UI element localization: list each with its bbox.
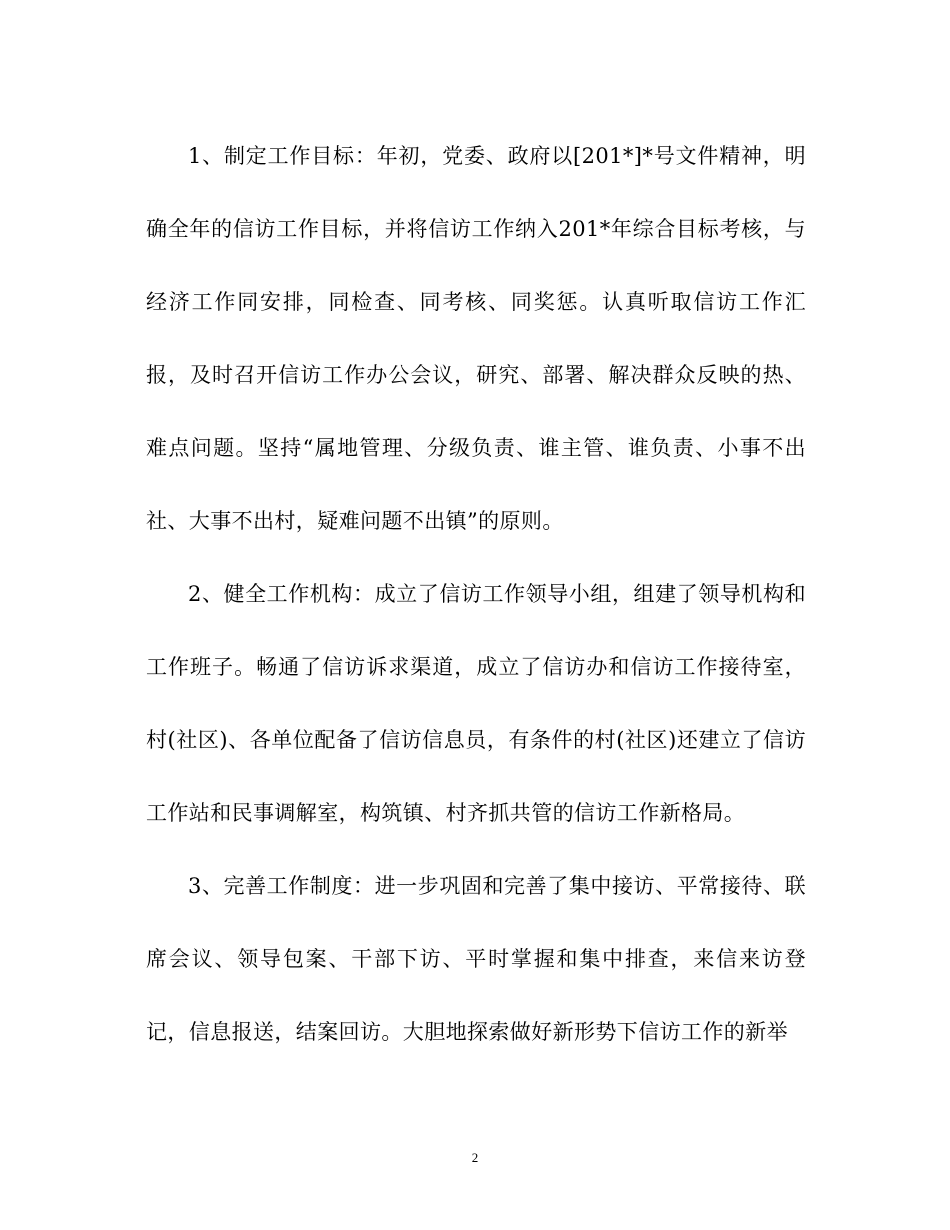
document-body xyxy=(146,120,806,1069)
page-number: 2 xyxy=(471,1150,479,1165)
paragraph-work-organization: 2、健全工作机构：成立了信访工作领导小组，组建了领导机构和工作班子。畅通了信访诉求渠道，成立了信访办和信访工作接待室，村(社区)、各单位配备了信访信息员，有条件的村(社区)还建立了信访工作站和民事调解室，构筑镇、村齐抓共管的信访工作新格局。 xyxy=(146,582,806,825)
paragraph-work-system: 3、完善工作制度：进一步巩固和完善了集中接访、平常接待、联席会议、领导包案、干部下访、平时掌握和集中排查，来信来访登记，信息报送，结案回访。大胆地探索做好新形势下信访工作的新举 xyxy=(146,874,806,1044)
paragraph-work-goals: 1、制定工作目标：年初，党委、政府以[201*]*号文件精神，明确全年的信访工作目标，并将信访工作纳入201*年综合目标考核，与经济工作同安排，同检查、同考核、同奖惩。认真听取信访工作汇报，及时召开信访工作办公会议，研究、部署、解决群众反映的热、难点问题。坚持“属地管理、分级负责、谁主管、谁负责、小事不出社、大事不出村，疑难问题不出镇”的原则。 xyxy=(146,144,806,533)
